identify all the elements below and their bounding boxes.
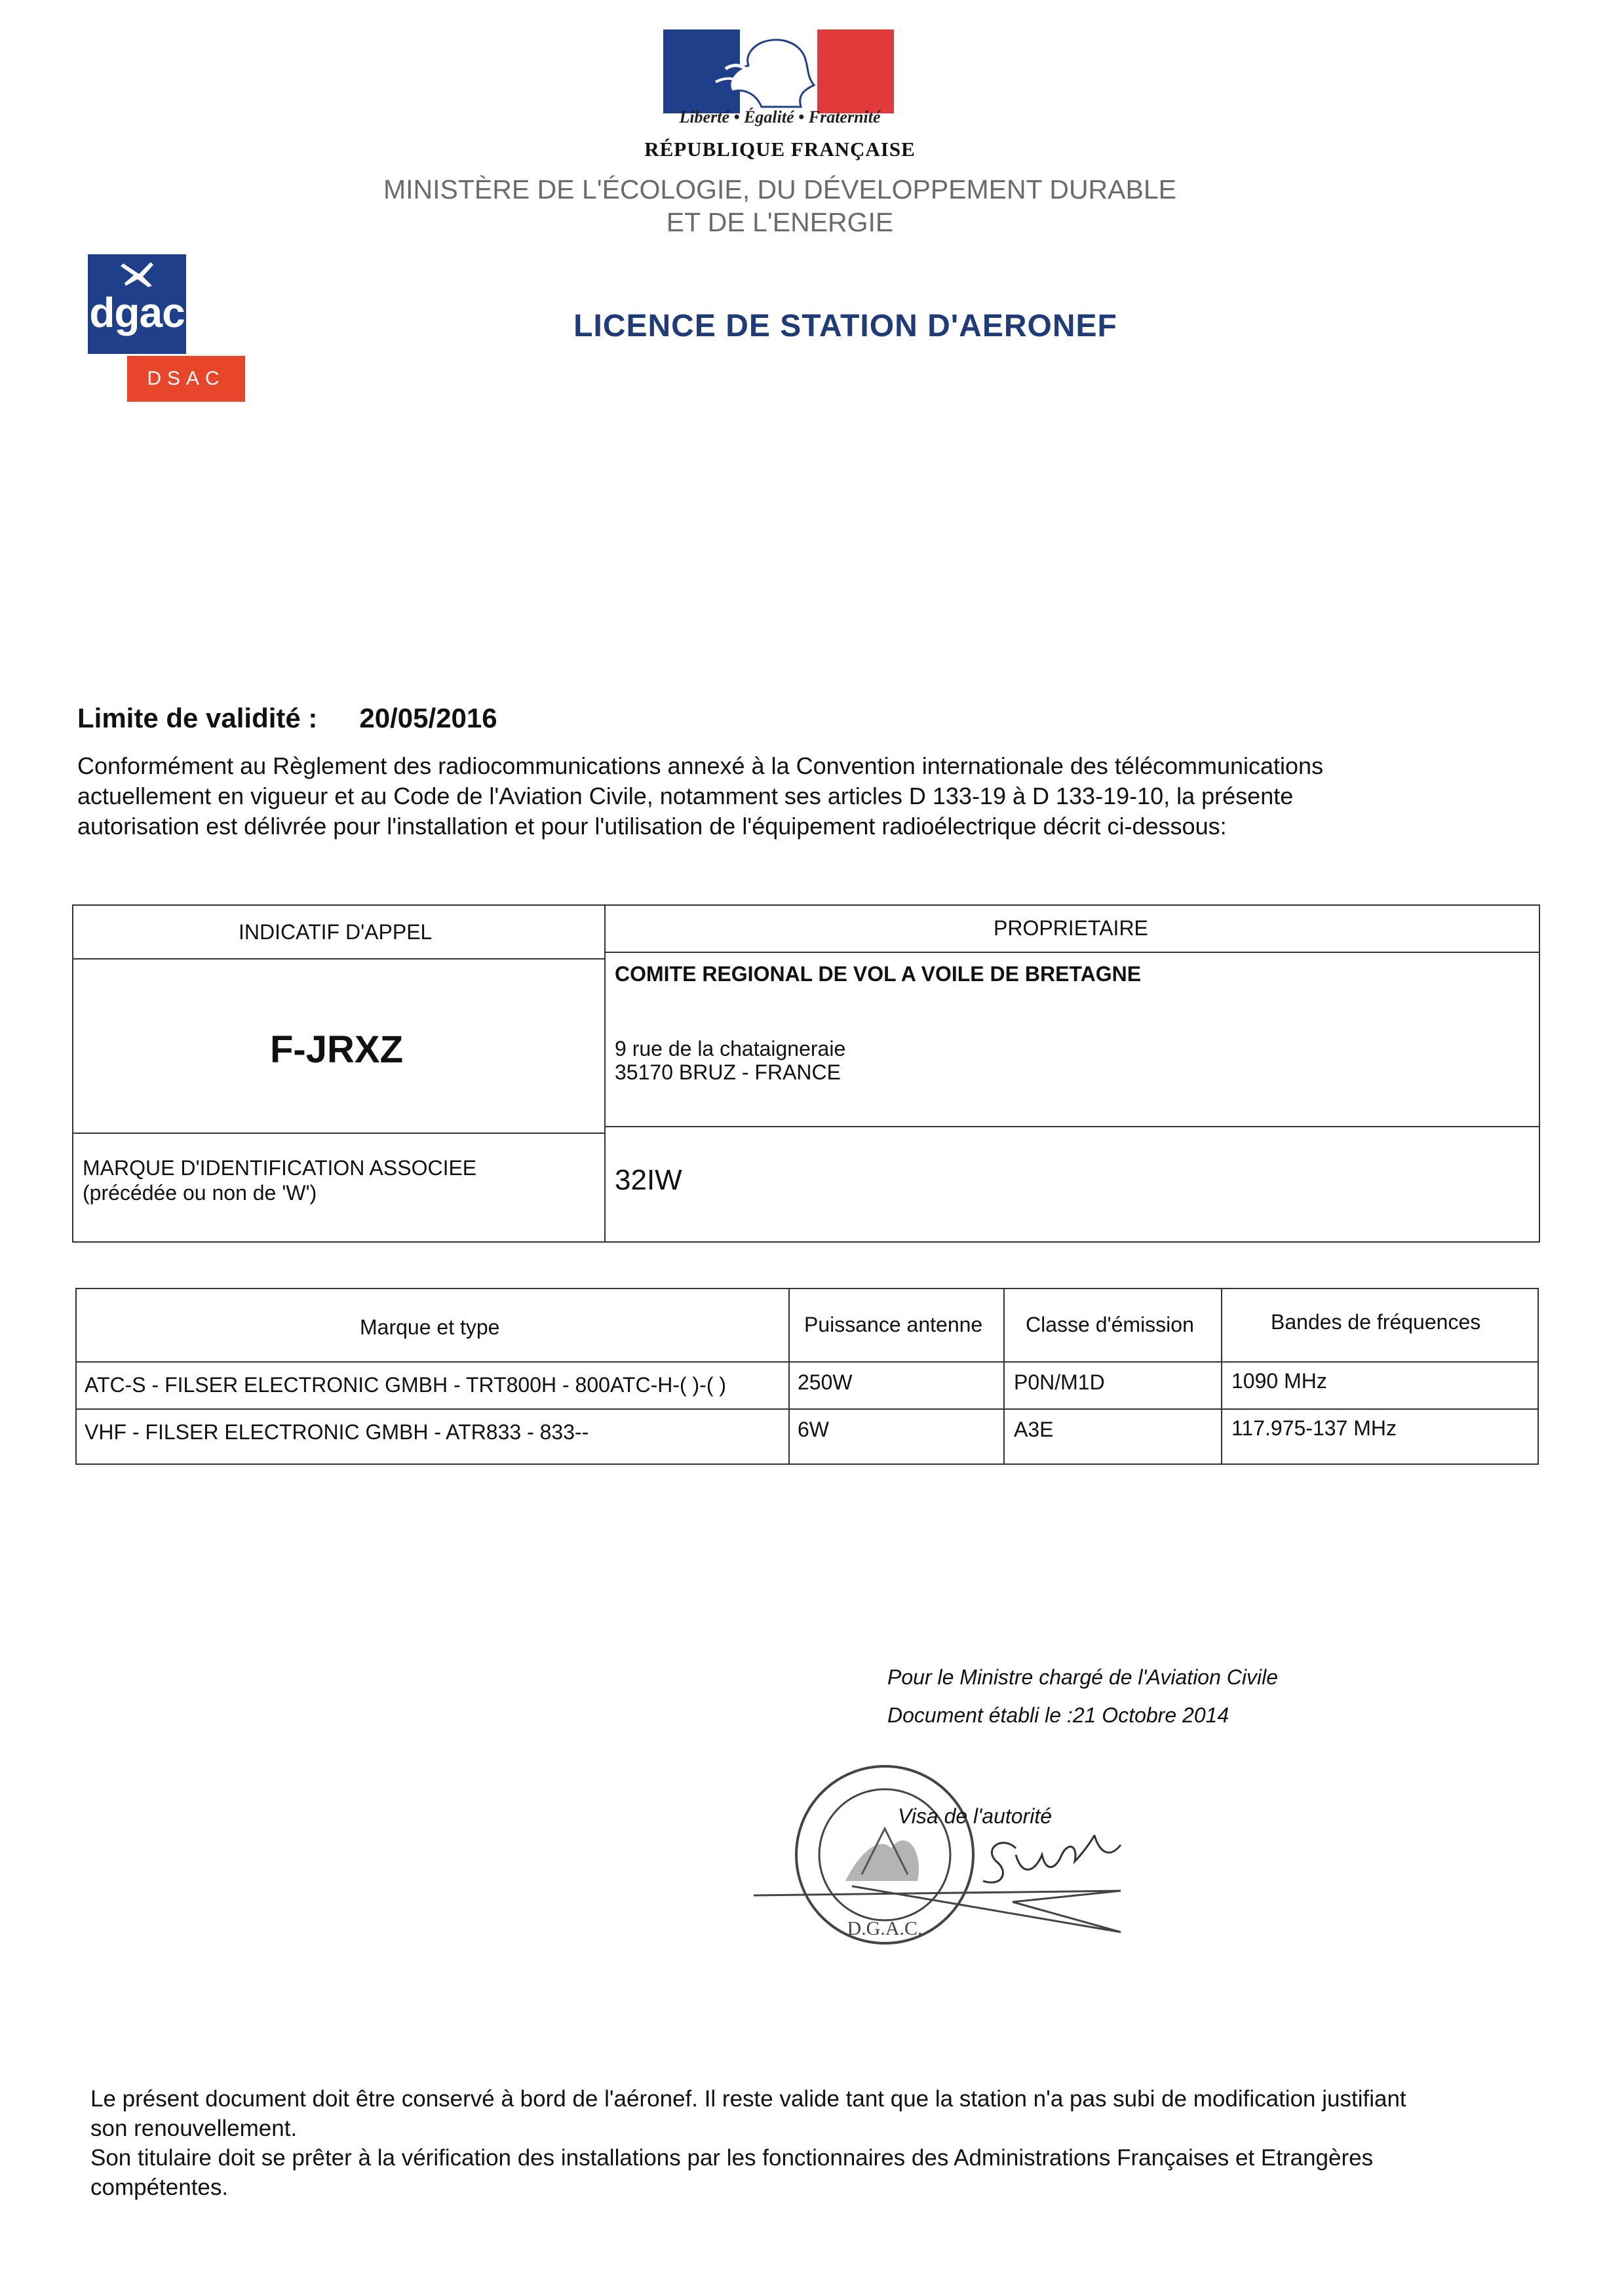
plane-icon	[119, 260, 156, 288]
footer-line-1: Le présent document doit être conservé à bord de l'aéronef. Il reste valide tant que la station n'a pas subi de modification justifiant	[90, 2086, 1406, 2112]
mark-label-line-2: (précédée ou non de 'W')	[83, 1181, 317, 1205]
stamp-text: D.G.A.C.	[847, 1918, 923, 1939]
ministry-line-1: MINISTÈRE DE L'ÉCOLOGIE, DU DÉVELOPPEMENT DURABLE	[383, 174, 1177, 204]
dgac-logo-text: dgac	[89, 289, 185, 336]
station-table	[72, 904, 1540, 1243]
official-stamp	[754, 1756, 1173, 1953]
mark-value: 32IW	[615, 1164, 682, 1196]
header-emission-class: Classe d'émission	[1026, 1313, 1194, 1336]
table-cell: 6W	[798, 1418, 829, 1441]
owner-address-line-2: 35170 BRUZ - FRANCE	[615, 1060, 841, 1084]
callsign-value: F-JRXZ	[270, 1028, 403, 1071]
validity-line	[77, 703, 497, 734]
header-brand-type: Marque et type	[360, 1315, 500, 1339]
minister-line: Pour le Ministre chargé de l'Aviation Civile	[887, 1665, 1279, 1689]
republic-name: RÉPUBLIQUE FRANÇAISE	[644, 138, 916, 161]
equipment-table	[75, 1288, 1539, 1465]
ministry-line-2: ET DE L'ENERGIE	[666, 207, 894, 237]
dsac-badge: DSAC	[127, 356, 245, 402]
table-cell: ATC-S - FILSER ELECTRONIC GMBH - TRT800H - 800ATC-H-( )-( )	[85, 1373, 727, 1397]
republic-motto: Liberté • Égalité • Fraternité	[679, 107, 881, 126]
table-cell: P0N/M1D	[1014, 1370, 1105, 1394]
ministry-name	[282, 173, 1278, 239]
intro-line-2: actuellement en vigueur et au Code de l'Aviation Civile, notamment ses articles D 133-19 à D 133-19-10, la présente	[77, 783, 1294, 809]
minister-block	[887, 1658, 1278, 1734]
document-date: Document établi le :21 Octobre 2014	[887, 1703, 1229, 1727]
table-cell: A3E	[1014, 1418, 1054, 1441]
table-cell: VHF - FILSER ELECTRONIC GMBH - ATR833 - 833--	[85, 1420, 589, 1444]
visa-label: Visa de l'autorité	[898, 1804, 1052, 1828]
footer-notice	[90, 2084, 1532, 2202]
table-cell: 1090 MHz	[1231, 1369, 1327, 1393]
validity-value: 20/05/2016	[359, 703, 497, 733]
table-cell: 117.975-137 MHz	[1231, 1416, 1397, 1440]
intro-line-3: autorisation est délivrée pour l'installation et pour l'utilisation de l'équipement radioélectrique décrit ci-dessous:	[77, 813, 1227, 840]
owner-name: COMITE REGIONAL DE VOL A VOILE DE BRETAGNE	[615, 962, 1142, 986]
callsign-header: INDICATIF D'APPEL	[239, 920, 433, 944]
validity-label: Limite de validité :	[77, 703, 318, 733]
dgac-logo	[88, 254, 186, 354]
marianne-logo	[663, 29, 894, 113]
intro-paragraph	[77, 751, 1388, 842]
header-antenna-power: Puissance antenne	[804, 1313, 983, 1336]
footer-line-3: Son titulaire doit se prêter à la vérification des installations par les fonctionnaires des Administrations Françaises et Etrangères	[90, 2145, 1374, 2171]
owner-header: PROPRIETAIRE	[994, 916, 1148, 940]
document-title: LICENCE DE STATION D'AERONEF	[573, 309, 1117, 343]
table-cell: 250W	[798, 1370, 853, 1394]
footer-line-4: compétentes.	[90, 2175, 229, 2200]
owner-address-line-1: 9 rue de la chataigneraie	[615, 1037, 846, 1060]
footer-line-2: son renouvellement.	[90, 2116, 298, 2141]
header-frequency-bands: Bandes de fréquences	[1271, 1310, 1481, 1334]
mark-label-line-1: MARQUE D'IDENTIFICATION ASSOCIEE	[83, 1156, 477, 1180]
intro-line-1: Conformément au Règlement des radiocommunications annexé à la Convention internationale des télécommunications	[77, 752, 1324, 779]
